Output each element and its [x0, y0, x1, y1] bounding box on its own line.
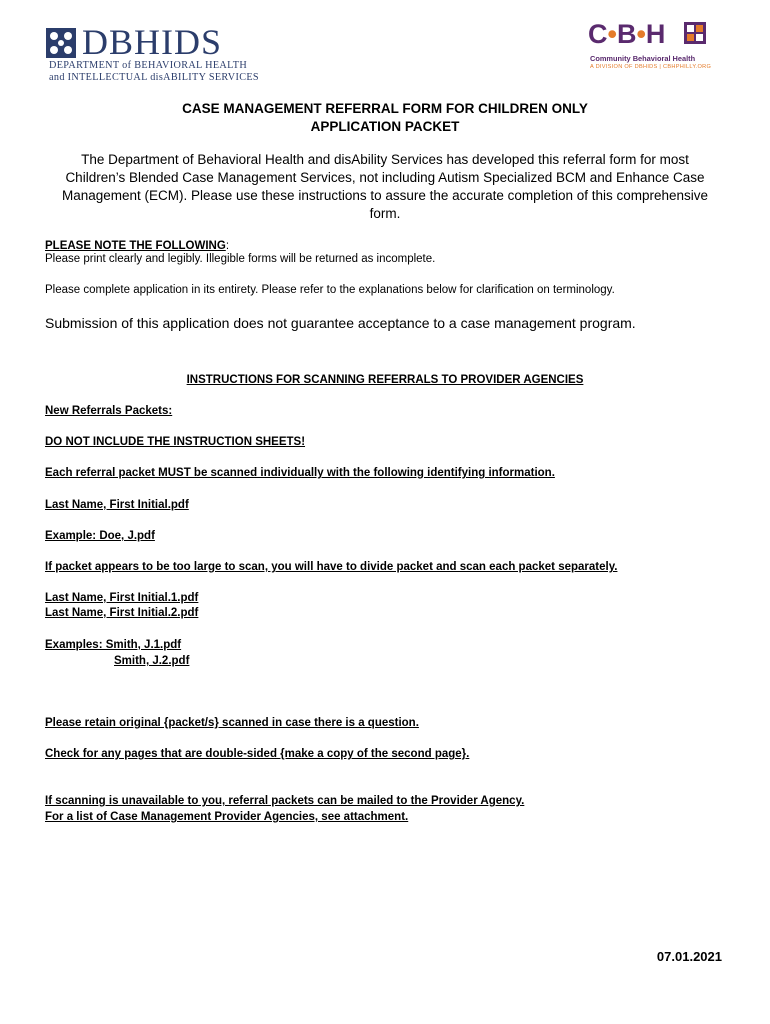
- dbhids-logo: [46, 22, 259, 83]
- page-title: CASE MANAGEMENT REFERRAL FORM FOR CHILDREN ONLY: [182, 101, 588, 116]
- note-no-guarantee: Submission of this application does not guarantee acceptance to a case management program.: [45, 315, 636, 331]
- instructions-heading: INSTRUCTIONS FOR SCANNING REFERRALS TO PROVIDER AGENCIES: [186, 374, 584, 386]
- cbh-tagline-2: A DIVISION OF DBHIDS | CBHPHILLY.ORG: [590, 64, 712, 70]
- dbhids-emblem-icon: [46, 28, 76, 58]
- double-sided-note: Check for any pages that are double-sided {make a copy of the second page}.: [45, 748, 470, 760]
- each-packet-note: Each referral packet MUST be scanned individually with the following identifying information.: [45, 467, 555, 479]
- note-print-clearly: Please print clearly and legibly. Illegible forms will be returned as incomplete.: [45, 253, 436, 265]
- too-large-note: If packet appears to be too large to scan, you will have to divide packet and scan each packet separately.: [45, 561, 618, 573]
- filename-format-1: Last Name, First Initial.1.pdf: [45, 592, 199, 604]
- revision-date: 07.01.2021: [656, 949, 722, 964]
- page-subtitle: APPLICATION PACKET: [310, 119, 460, 134]
- cbh-wordmark: C•B•H: [588, 19, 666, 49]
- provider-list-note: For a list of Case Management Provider Agencies, see attachment.: [45, 811, 409, 823]
- new-referrals-label: New Referrals Packets:: [45, 405, 173, 417]
- retain-note: Please retain original {packet/s} scanned in case there is a question.: [45, 717, 419, 729]
- notes-heading: PLEASE NOTE THE FOLLOWING:: [45, 240, 230, 252]
- filename-examples-2: Smith, J.2.pdf: [114, 655, 190, 667]
- filename-examples-1: Examples: Smith, J.1.pdf: [45, 639, 182, 651]
- mail-note: If scanning is unavailable to you, referral packets can be mailed to the Provider Agency.: [45, 795, 525, 807]
- filename-format-2: Last Name, First Initial.2.pdf: [45, 607, 199, 619]
- cbh-tagline-1: Community Behavioral Health: [590, 54, 696, 63]
- filename-format: Last Name, First Initial.pdf: [45, 499, 189, 511]
- cbh-logo: [584, 20, 714, 72]
- cbh-emblem-icon: [684, 22, 706, 44]
- note-complete-application: Please complete application in its entirety. Please refer to the explanations below for clarification on terminology.: [45, 284, 615, 296]
- dbhids-wordmark: DBHIDS: [82, 22, 223, 62]
- filename-example: Example: Doe, J.pdf: [45, 530, 155, 542]
- dbhids-tagline-1: DEPARTMENT of BEHAVIORAL HEALTH: [49, 60, 248, 71]
- dbhids-tagline-2: and INTELLECTUAL disABILITY SERVICES: [49, 72, 259, 83]
- do-not-include-note: DO NOT INCLUDE THE INSTRUCTION SHEETS!: [45, 436, 306, 448]
- intro-paragraph: The Department of Behavioral Health and disAbility Services has developed this referral form for most Children’s Blended Case Management Services, not including Autism Specialized BCM and Enhance Case Management (ECM). Please use these instructions to assure the accurate completion of this comprehensive form.: [61, 152, 709, 221]
